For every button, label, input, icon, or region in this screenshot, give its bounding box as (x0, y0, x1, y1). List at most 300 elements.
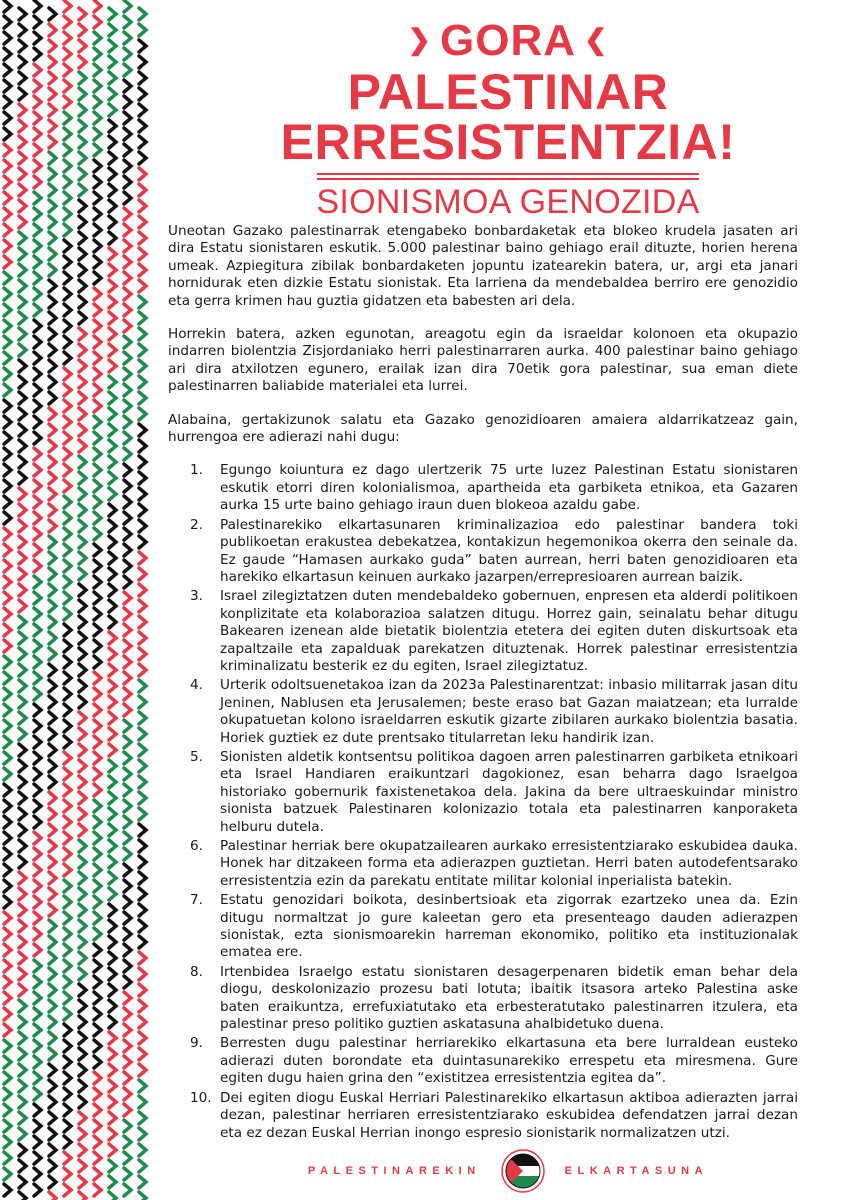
pattern-chevron (4, 1168, 11, 1180)
pattern-chevron (79, 392, 86, 404)
pattern-chevron (94, 1168, 101, 1180)
pattern-chevron (34, 464, 41, 476)
pattern-chevron (94, 496, 101, 508)
pattern-chevron (94, 368, 101, 380)
pattern-chevron (64, 144, 71, 156)
pattern-chevron (94, 128, 101, 140)
pattern-chevron (139, 152, 146, 164)
pattern-chevron (124, 416, 131, 428)
pattern-chevron (4, 192, 11, 204)
pattern-chevron (79, 488, 86, 500)
pattern-chevron (109, 408, 116, 420)
pattern-chevron (34, 80, 41, 92)
pattern-chevron (19, 1176, 26, 1188)
pattern-chevron (49, 1176, 56, 1188)
pattern-chevron (109, 840, 116, 852)
pattern-chevron (19, 1128, 26, 1140)
pattern-chevron (4, 800, 11, 812)
pattern-chevron (49, 968, 56, 980)
pattern-chevron (94, 1104, 101, 1116)
pattern-chevron (109, 264, 116, 276)
pattern-chevron (124, 384, 131, 396)
list-item: 4. Urterik odoltsuenetakoa izan da 2023a Palestinarentzat: inbasio militarrak jasan ditu Jeninen, Nablusen eta Jerusalemen; beste eraso bat Gazan maiatzean; eta lurralde okupatuetan kolono israeldarren eskutik gizarte zibilaren aurkako biolentzia basatia. Horiek guztiek ez dute prentsako titularretan leku handirik izan. (190, 677, 798, 746)
pattern-chevron (79, 1160, 86, 1172)
pattern-chevron (34, 640, 41, 652)
pattern-chevron (49, 600, 56, 612)
pattern-chevron (34, 576, 41, 588)
pattern-chevron (19, 296, 26, 308)
pattern-chevron (124, 400, 131, 412)
pattern-chevron (79, 360, 86, 372)
pattern-chevron (34, 1184, 41, 1196)
pattern-chevron (64, 512, 71, 524)
pattern-chevron (4, 128, 11, 140)
pattern-chevron (139, 936, 146, 948)
pattern-chevron (49, 1192, 56, 1200)
pattern-chevron (19, 8, 26, 20)
pattern-chevron (124, 784, 131, 796)
pattern-chevron (94, 944, 101, 956)
pattern-chevron (109, 1032, 116, 1044)
pattern-chevron (49, 568, 56, 580)
pattern-chevron (4, 1120, 11, 1132)
pattern-chevron (19, 1064, 26, 1076)
pattern-chevron (79, 1000, 86, 1012)
title-line-erresistentzia: ERRESISTENTZIA! (280, 114, 736, 170)
pattern-chevron (19, 920, 26, 932)
pattern-chevron (19, 632, 26, 644)
pattern-chevron (79, 552, 86, 564)
pattern-chevron (94, 752, 101, 764)
pattern-chevron (64, 768, 71, 780)
pattern-chevron (49, 104, 56, 116)
pattern-chevron (34, 880, 41, 892)
pattern-chevron (79, 72, 86, 84)
pattern-chevron (109, 392, 116, 404)
pattern-chevron (4, 160, 11, 172)
pattern-chevron (64, 1056, 71, 1068)
pattern-chevron (139, 1016, 146, 1028)
pattern-chevron (139, 1160, 146, 1172)
pattern-chevron (94, 112, 101, 124)
pattern-chevron (49, 1112, 56, 1124)
pattern-chevron (79, 376, 86, 388)
pattern-chevron (139, 344, 146, 356)
pattern-chevron (49, 408, 56, 420)
pattern-chevron (4, 784, 11, 796)
pattern-chevron (49, 504, 56, 516)
pattern-chevron (64, 976, 71, 988)
pattern-chevron (4, 1104, 11, 1116)
pattern-chevron (4, 896, 11, 908)
pattern-chevron (124, 192, 131, 204)
pattern-chevron (34, 192, 41, 204)
pattern-chevron (4, 768, 11, 780)
pattern-chevron (4, 336, 11, 348)
pattern-chevron (79, 424, 86, 436)
pattern-chevron (64, 880, 71, 892)
pattern-chevron (109, 456, 116, 468)
pattern-chevron (19, 648, 26, 660)
pattern-chevron (19, 88, 26, 100)
pattern-chevron (49, 808, 56, 820)
pattern-chevron (139, 552, 146, 564)
pattern-chevron (109, 888, 116, 900)
pattern-chevron (109, 168, 116, 180)
pattern-chevron (139, 840, 146, 852)
pattern-chevron (34, 864, 41, 876)
pattern-chevron (124, 288, 131, 300)
title-line-palestinar: PALESTINAR (347, 64, 669, 120)
pattern-chevron (124, 336, 131, 348)
pattern-chevron (49, 776, 56, 788)
pattern-chevron (19, 1016, 26, 1028)
pattern-chevron (124, 1184, 131, 1196)
pattern-chevron (124, 448, 131, 460)
pattern-chevron (49, 584, 56, 596)
pattern-chevron (49, 424, 56, 436)
pattern-chevron (139, 632, 146, 644)
pattern-chevron (109, 568, 116, 580)
pattern-chevron (94, 336, 101, 348)
pattern-chevron (4, 704, 11, 716)
pattern-chevron (19, 472, 26, 484)
pattern-chevron (94, 544, 101, 556)
pattern-chevron (64, 608, 71, 620)
pattern-chevron (79, 1176, 86, 1188)
list-item: 5. Sionisten aldetik kontsentsu politikoa dagoen arren palestinarren garbiketa etnikoari eta Israel Handiaren eraikuntzari dagokionez, esan beharra dago Israelgoa historiako gobernurik faxistenetakoa dela. Jakina da bere ultraeskuindar ministro sionista batzuek Palestinaren kolonizazio totala eta palestinarren kanporaketa helburu dutela. (190, 748, 798, 835)
pattern-chevron (49, 1000, 56, 1012)
pattern-chevron (4, 1136, 11, 1148)
pattern-chevron (139, 248, 146, 260)
pattern-chevron (34, 896, 41, 908)
pattern-chevron (49, 328, 56, 340)
pattern-chevron (49, 552, 56, 564)
footer-right-text: ELKARTASUNA (564, 1165, 709, 1177)
pattern-chevron (4, 288, 11, 300)
pattern-chevron (19, 376, 26, 388)
pattern-chevron (49, 744, 56, 756)
pattern-chevron (49, 872, 56, 884)
pattern-chevron (34, 336, 41, 348)
pattern-chevron (94, 816, 101, 828)
pattern-chevron (79, 968, 86, 980)
pattern-chevron (139, 136, 146, 148)
pattern-chevron (64, 1136, 71, 1148)
pattern-chevron (124, 224, 131, 236)
pattern-chevron (64, 304, 71, 316)
pattern-chevron (109, 1176, 116, 1188)
pattern-chevron (139, 360, 146, 372)
pattern-chevron (124, 640, 131, 652)
pattern-chevron (124, 112, 131, 124)
pattern-chevron (124, 1072, 131, 1084)
list-item: 6. Palestinar herriak bere okupatzailearen aurkako erresistentziarako eskubidea dauka. Honek har ditzakeen forma eta adierazpen guztietan. Herri baten autodefentsarako erresistentzia ezin da parekatu entitate militar kolonial inperialista batekin. (190, 838, 798, 889)
pattern-chevron (19, 216, 26, 228)
pattern-chevron (79, 1096, 86, 1108)
pattern-chevron (124, 592, 131, 604)
pattern-chevron (64, 272, 71, 284)
pattern-chevron (19, 904, 26, 916)
pattern-chevron (19, 1144, 26, 1156)
pattern-chevron (4, 816, 11, 828)
pattern-chevron (19, 264, 26, 276)
pattern-chevron (79, 744, 86, 756)
pattern-chevron (64, 400, 71, 412)
pattern-chevron (94, 448, 101, 460)
pattern-chevron (64, 912, 71, 924)
pattern-chevron (19, 1096, 26, 1108)
pattern-chevron (64, 384, 71, 396)
pattern-chevron (49, 856, 56, 868)
pattern-chevron (94, 576, 101, 588)
pattern-chevron (64, 1120, 71, 1132)
pattern-chevron (139, 696, 146, 708)
pattern-chevron (4, 32, 11, 44)
pattern-chevron (34, 1088, 41, 1100)
pattern-chevron (4, 480, 11, 492)
pattern-chevron (34, 208, 41, 220)
pattern-chevron (49, 536, 56, 548)
pattern-chevron (79, 472, 86, 484)
pattern-chevron (4, 944, 11, 956)
pattern-chevron (94, 352, 101, 364)
pattern-chevron (109, 792, 116, 804)
list-item: 1. Egungo koiuntura ez dago ulertzerik 75 urte luzez Palestinan Estatu sionistaren eskutik etorri diren kolonialismoa, apartheida eta garbiketa etnikoa, eta Gazaren aurka 15 urte baino gehiago iraun duen blokeoa azaldu gabe. (190, 462, 798, 514)
pattern-chevron (109, 376, 116, 388)
pattern-chevron (64, 1152, 71, 1164)
pattern-chevron (34, 48, 41, 60)
pattern-chevron (124, 48, 131, 60)
pattern-chevron (109, 488, 116, 500)
pattern-chevron (49, 296, 56, 308)
pattern-chevron (49, 440, 56, 452)
pattern-chevron (79, 952, 86, 964)
pattern-chevron (139, 568, 146, 580)
pattern-chevron (4, 464, 11, 476)
pattern-chevron (64, 816, 71, 828)
pattern-chevron (139, 664, 146, 676)
pattern-chevron (139, 1080, 146, 1092)
pattern-chevron (64, 960, 71, 972)
pattern-chevron (64, 1168, 71, 1180)
pattern-chevron (49, 952, 56, 964)
pattern-chevron (94, 1184, 101, 1196)
pattern-chevron (49, 792, 56, 804)
pattern-chevron (4, 912, 11, 924)
pattern-chevron (124, 960, 131, 972)
pattern-chevron (139, 984, 146, 996)
pattern-chevron (109, 1016, 116, 1028)
pattern-chevron (79, 216, 86, 228)
pattern-chevron (124, 752, 131, 764)
pattern-chevron (139, 1048, 146, 1060)
pattern-chevron (124, 768, 131, 780)
pattern-chevron (124, 352, 131, 364)
pattern-chevron (49, 1128, 56, 1140)
pattern-chevron (64, 1184, 71, 1196)
pattern-chevron (109, 8, 116, 20)
pattern-chevron (124, 320, 131, 332)
pattern-chevron (4, 448, 11, 460)
pattern-chevron (19, 1112, 26, 1124)
pattern-chevron (94, 64, 101, 76)
pattern-chevron (19, 40, 26, 52)
pattern-chevron (64, 416, 71, 428)
pattern-chevron (139, 1112, 146, 1124)
pattern-chevron (64, 800, 71, 812)
pattern-chevron (139, 616, 146, 628)
pattern-chevron (139, 1096, 146, 1108)
pattern-chevron (64, 448, 71, 460)
pattern-chevron (139, 792, 146, 804)
pattern-chevron (19, 952, 26, 964)
pattern-chevron (109, 952, 116, 964)
pattern-chevron (139, 72, 146, 84)
pattern-chevron (49, 632, 56, 644)
pattern-chevron (19, 1192, 26, 1200)
pattern-chevron (79, 104, 86, 116)
pattern-chevron (64, 896, 71, 908)
pattern-chevron (139, 584, 146, 596)
pattern-chevron (4, 880, 11, 892)
pattern-chevron (109, 920, 116, 932)
pattern-chevron (79, 920, 86, 932)
pattern-chevron (139, 280, 146, 292)
pattern-chevron (19, 104, 26, 116)
pattern-chevron (49, 1032, 56, 1044)
pattern-chevron (79, 168, 86, 180)
pattern-chevron (19, 504, 26, 516)
pattern-chevron (79, 504, 86, 516)
pattern-chevron (19, 1080, 26, 1092)
pattern-chevron (94, 416, 101, 428)
pattern-chevron (124, 16, 131, 28)
pattern-chevron (19, 344, 26, 356)
pattern-chevron (109, 1192, 116, 1200)
pattern-chevron (94, 512, 101, 524)
pattern-chevron (109, 760, 116, 772)
pattern-chevron (139, 56, 146, 68)
pattern-chevron (94, 384, 101, 396)
pattern-chevron (94, 608, 101, 620)
pattern-chevron (4, 928, 11, 940)
pattern-chevron (49, 8, 56, 20)
pattern-chevron (64, 672, 71, 684)
pattern-chevron (124, 544, 131, 556)
pattern-chevron (49, 376, 56, 388)
pattern-chevron (94, 224, 101, 236)
pattern-chevron (124, 800, 131, 812)
pattern-chevron (139, 712, 146, 724)
pattern-chevron (79, 696, 86, 708)
pattern-chevron (19, 856, 26, 868)
pattern-chevron (139, 168, 146, 180)
pattern-chevron (49, 664, 56, 676)
pattern-chevron (34, 304, 41, 316)
pattern-chevron (4, 112, 11, 124)
pattern-chevron (34, 1024, 41, 1036)
pattern-chevron (124, 608, 131, 620)
pattern-chevron (19, 280, 26, 292)
pattern-chevron (4, 1024, 11, 1036)
pattern-chevron (64, 704, 71, 716)
pattern-chevron (4, 352, 11, 364)
pattern-chevron (79, 936, 86, 948)
pattern-chevron (34, 832, 41, 844)
pattern-chevron (94, 560, 101, 572)
pattern-chevron (79, 984, 86, 996)
pattern-chevron (4, 384, 11, 396)
pattern-chevron (64, 624, 71, 636)
pattern-chevron (79, 184, 86, 196)
pattern-chevron (124, 624, 131, 636)
pattern-chevron (109, 152, 116, 164)
pattern-chevron (79, 456, 86, 468)
pattern-chevron (34, 736, 41, 748)
pattern-chevron (109, 1160, 116, 1172)
paragraph-2: Horrekin batera, azken egunotan, areagotu egin da israeldar kolonoen eta okupazio indarren biolentzia Zisjordaniako herri palestinarraren aurka. 400 palestinar baino gehiago ari dira atxilotzen egunero, erailak izan dira 70etik gora palestinar, sua eman diete palestinarren baliabide materialei eta lurrei. (168, 326, 798, 395)
pattern-chevron (34, 1040, 41, 1052)
pattern-chevron (79, 824, 86, 836)
pattern-chevron (4, 304, 11, 316)
pattern-chevron (139, 120, 146, 132)
points-list (168, 462, 798, 1141)
pattern-chevron (19, 984, 26, 996)
pattern-chevron (109, 968, 116, 980)
pattern-chevron (94, 1072, 101, 1084)
pattern-chevron (109, 1000, 116, 1012)
pattern-chevron (34, 320, 41, 332)
pattern-chevron (64, 224, 71, 236)
pattern-chevron (49, 1160, 56, 1172)
pattern-chevron (64, 160, 71, 172)
pattern-chevron (64, 688, 71, 700)
pattern-chevron (19, 584, 26, 596)
pattern-chevron (34, 992, 41, 1004)
pattern-chevron (34, 1168, 41, 1180)
pattern-chevron (79, 856, 86, 868)
pattern-chevron (109, 472, 116, 484)
pattern-chevron (34, 800, 41, 812)
pattern-chevron (139, 504, 146, 516)
pattern-chevron (34, 16, 41, 28)
pattern-chevron (34, 544, 41, 556)
pattern-chevron (79, 264, 86, 276)
pattern-chevron (94, 16, 101, 28)
pattern-chevron (79, 1016, 86, 1028)
pattern-chevron (79, 904, 86, 916)
pattern-chevron (94, 832, 101, 844)
pattern-chevron (19, 600, 26, 612)
pattern-chevron (4, 1072, 11, 1084)
pattern-chevron (79, 296, 86, 308)
pattern-chevron (49, 184, 56, 196)
pattern-chevron (34, 1120, 41, 1132)
pattern-chevron (139, 24, 146, 36)
pattern-chevron (19, 1048, 26, 1060)
pattern-chevron (124, 32, 131, 44)
pattern-chevron (4, 144, 11, 156)
pattern-chevron (124, 272, 131, 284)
pattern-chevron (34, 96, 41, 108)
pattern-chevron (79, 872, 86, 884)
pattern-chevron (109, 1128, 116, 1140)
pattern-chevron (19, 56, 26, 68)
pattern-chevron (139, 904, 146, 916)
pattern-chevron (64, 80, 71, 92)
pattern-chevron (34, 384, 41, 396)
